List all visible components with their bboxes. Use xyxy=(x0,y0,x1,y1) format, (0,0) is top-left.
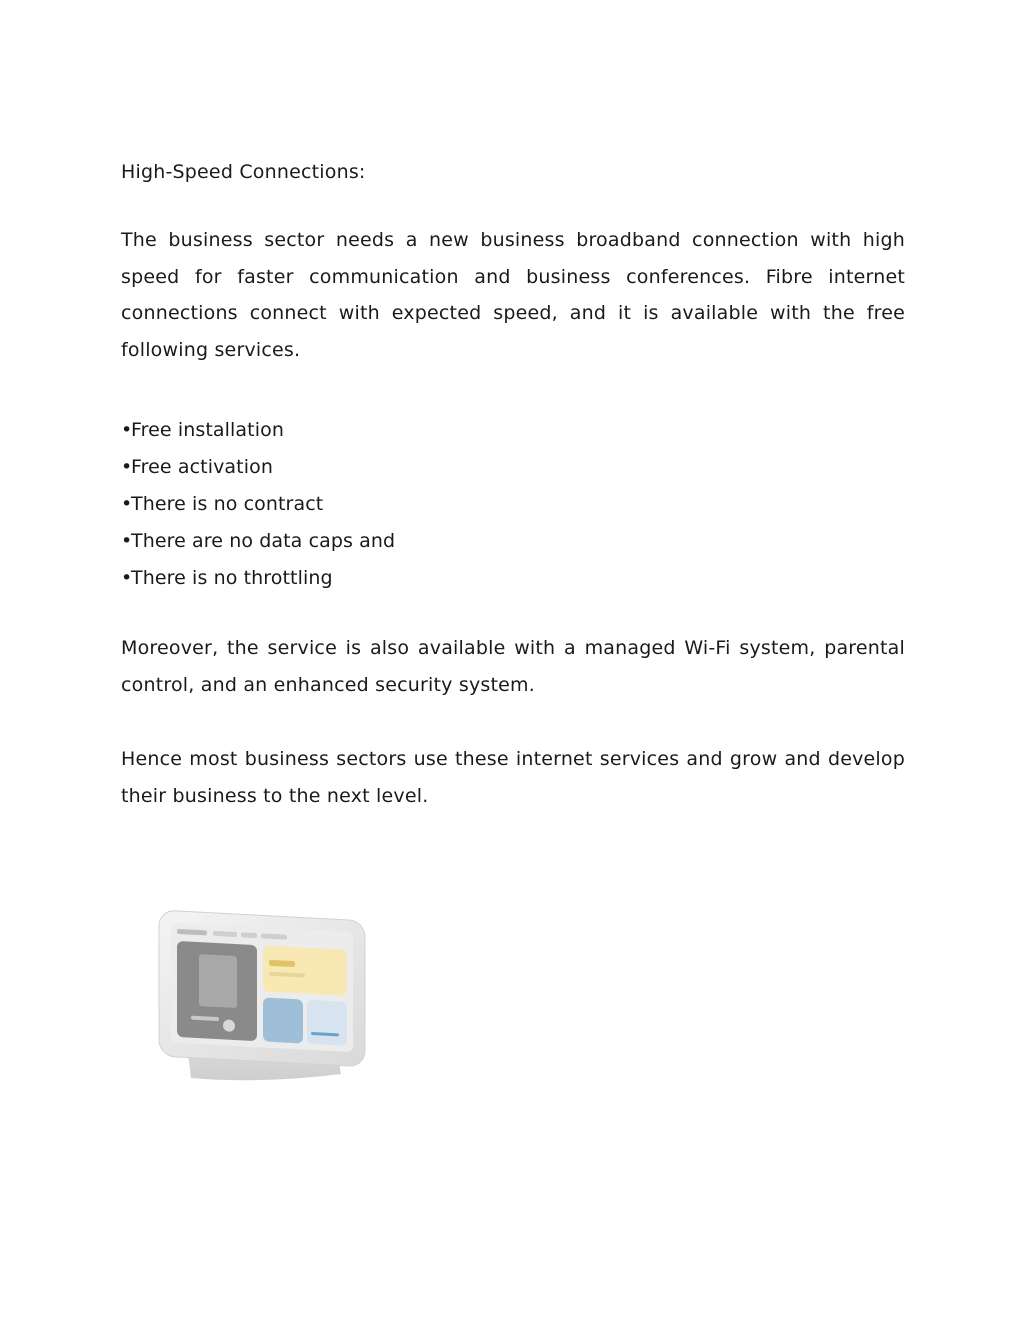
smart-display-image xyxy=(121,852,393,1140)
info-card-shape xyxy=(307,1000,347,1046)
list-item xyxy=(121,560,395,597)
list-item xyxy=(121,486,395,523)
managed-wifi-paragraph: Moreover, the service is also available with a managed Wi-Fi system, parental control, and an enhanced security system. xyxy=(121,637,905,696)
bullet-icon: • xyxy=(121,493,133,515)
smart-display-icon xyxy=(121,852,393,1140)
bullet-icon: • xyxy=(121,419,133,441)
list-item-text: Free activation xyxy=(131,456,273,478)
photo-card-shape xyxy=(263,997,303,1043)
album-art-shape xyxy=(199,954,237,1008)
services-list xyxy=(121,412,395,597)
section-heading: High-Speed Connections: xyxy=(121,161,366,183)
list-item xyxy=(121,523,395,560)
list-item xyxy=(121,412,395,449)
list-item-text: There is no contract xyxy=(131,493,324,515)
list-item-text: There is no throttling xyxy=(131,567,333,589)
list-item-text: Free installation xyxy=(131,419,284,441)
bullet-icon: • xyxy=(121,530,133,552)
closing-paragraph: Hence most business sectors use these internet services and grow and develop their business to the next level. xyxy=(121,748,905,807)
intro-paragraph: The business sector needs a new business broadband connection with high speed for faster communication and business conferences. Fibre internet connections connect with expected speed, and it is available with the free following services. xyxy=(121,229,905,362)
list-item xyxy=(121,449,395,486)
screen-tab-mark xyxy=(241,932,257,938)
weather-card-shape xyxy=(263,945,347,995)
bullet-icon: • xyxy=(121,456,133,478)
list-item-text: There are no data caps and xyxy=(131,530,396,552)
bullet-icon: • xyxy=(121,567,133,589)
